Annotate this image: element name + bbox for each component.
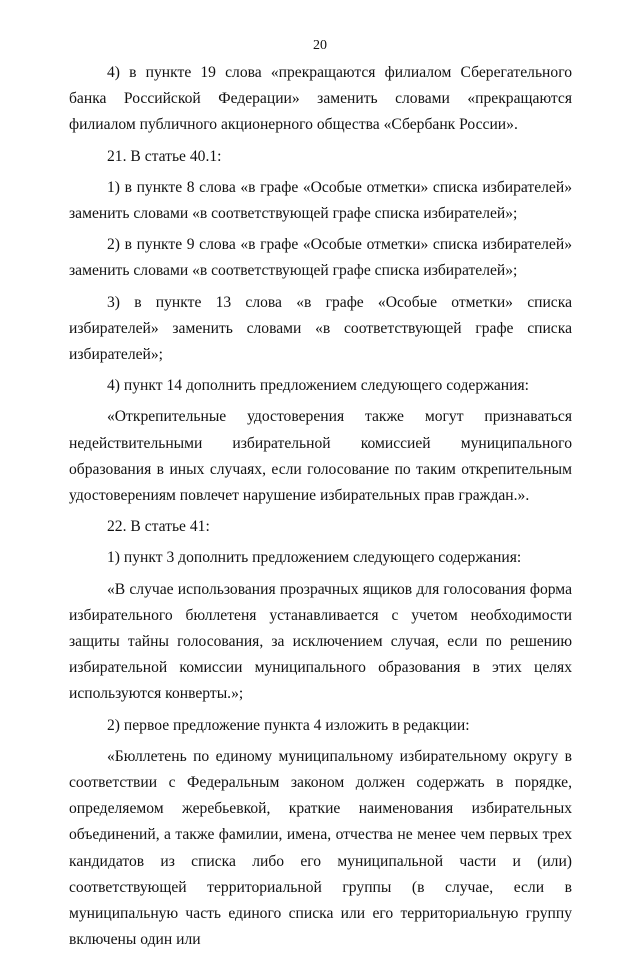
paragraph-item-2-point-9: 2) в пункте 9 слова «в графе «Особые отметки» списка избирателей» заменить словами «в соответствующей графе списка избирателей»; <box>69 236 572 280</box>
paragraph-quote-absentee-certificates: «Открепительные удостоверения также могут признаваться недействительными избирательной комиссией муниципального образования в иных случаях, если голосование по таким открепительным удостоверениям повлечет нарушение избирательных прав граждан.». <box>69 408 572 505</box>
document-body <box>69 60 572 959</box>
paragraph-item-4-point-14: 4) пункт 14 дополнить предложением следующего содержания: <box>107 377 530 395</box>
page-number: 20 <box>313 38 327 53</box>
paragraph-quote-transparent-boxes: «В случае использования прозрачных ящиков для голосования форма избирательного бюллетеня устанавливается с учетом необходимости защиты тайны голосования, за исключением случая, если по решению избирательной комиссии муниципального образования в этих целях используются конверты.»; <box>69 580 572 703</box>
paragraph-article-40-1: 21. В статье 40.1: <box>107 147 222 165</box>
paragraph-article-41: 22. В статье 41: <box>107 518 210 536</box>
paragraph-quote-ballot: «Бюллетень по единому муниципальному избирательному округу в соответствии с Федеральным законом должен содержать в порядке, определяемом жеребьевкой, краткие наименования избирательных объединений, а также фамилии, имена, отчества не менее чем первых трех кандидатов из списка либо его муниципальной части и (или) соответствующей территориальной группы (в случае, если в муниципальную часть единого списка или его территориальную группу включены один или <box>69 747 572 949</box>
paragraph-item-3-point-13: 3) в пункте 13 слова «в графе «Особые отметки» списка избирателей» заменить словами «в соответствующей графе списка избирателей»; <box>69 293 572 364</box>
paragraph-item-2-point-4: 2) первое предложение пункта 4 изложить в редакции: <box>107 716 470 734</box>
paragraph-item-1-point-3: 1) пункт 3 дополнить предложением следующего содержания: <box>107 549 522 567</box>
paragraph-item-1-point-8: 1) в пункте 8 слова «в графе «Особые отметки» списка избирателей» заменить словами «в соответствующей графе списка избирателей»; <box>69 178 572 223</box>
paragraph-item-4-bank-replacement: 4) в пункте 19 слова «прекращаются филиалом Сберегательного банка Российской Федерации» заменить словами «прекращаются филиалом публичного акционерного общества «Сбербанк России». <box>69 64 572 134</box>
